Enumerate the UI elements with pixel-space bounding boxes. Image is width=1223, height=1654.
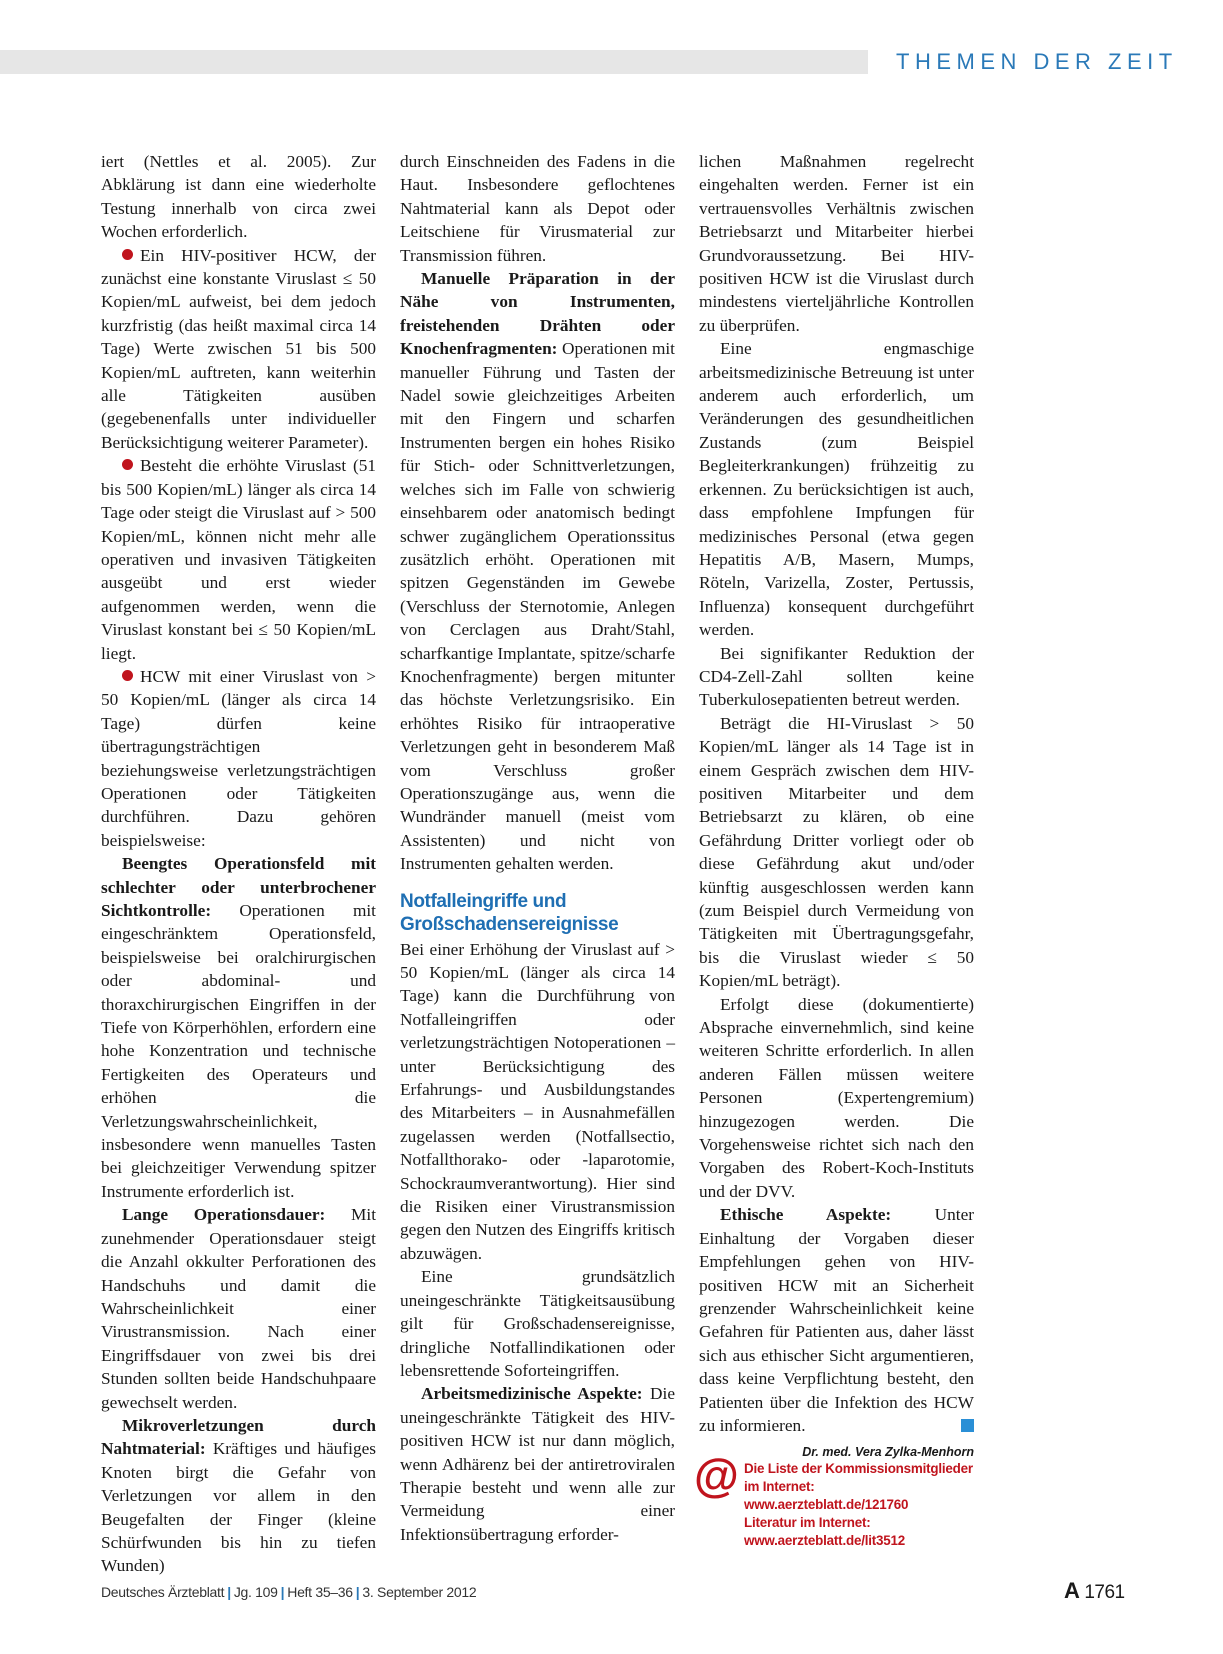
paragraph: Eine engmaschige arbeitsmedizinische Betreuung ist unter anderem auch erforderlich, um Veränderungen des gesundheitlichen Zustands (zum Beispiel Begleiterkrankungen) frühzeitig zu erkennen. Zu berücksichtigen ist auch, dass empfohlene Impfungen für medizinisches Personal (etwa gegen Hepatitis A/B, Masern, Mumps, Röteln, Varizella, Zoster, Pertussis, Influenza) konsequent durchgeführt werden. [699, 339, 974, 640]
infobox-text [744, 1460, 994, 1550]
footer-citation [101, 1584, 476, 1600]
paragraph: durch Einschneiden des Fadens in die Haut. Insbesondere geflochtenes Nahtmaterial kann als Depot oder Leitschiene für Virusmaterial zur Transmission führen. [400, 152, 675, 265]
text-column-2 [400, 150, 675, 1546]
paragraph: Bei signifikanter Reduktion der CD4-Zell-Zahl sollten keine Tuberkulosepatienten betreut werden. [699, 643, 974, 710]
separator: | [227, 1584, 231, 1600]
bullet-dot-icon [122, 459, 133, 470]
infobox-link[interactable]: www.aerzteblatt.de/121760 [744, 1497, 909, 1512]
paragraph: Eine grundsätzlich uneingeschränkte Tätigkeitsausübung gilt für Großschadensereignisse, dringliche Notfallindikationen oder lebensrettende Soforteingriffen. [400, 1267, 675, 1380]
author-byline: Dr. med. Vera Zylka-Menhorn [802, 1445, 974, 1460]
run-in-heading: Lange Operationsdauer: [122, 1205, 326, 1225]
paragraph: Bei einer Erhöhung der Viruslast auf > 50 Kopien/mL (länger als circa 14 Tage) kann die Durchführung von Notfalleingriffen oder verletzungsträchtigen Notoperationen – unter Berücksichtigung des Erfahrungs- und Ausbildungstandes des Mitarbeiters – in Ausnahmefällen zugelassen werden (Notfallsectio, Notfallthorako- oder -laparotomie, Schockraumverantwortung). Hier sind die Risiken einer Virustransmission gegen den Nutzen des Eingriffs kritisch abzuwägen. [400, 939, 675, 1263]
text-column-3 [699, 150, 974, 1465]
infobox-line: Die Liste der Kommissionsmitglieder [744, 1461, 973, 1476]
run-in-heading: Ethische Aspekte: [720, 1205, 892, 1225]
paragraph: iert (Nettles et al. 2005). Zur Abklärung ist dann eine wiederholte Testung innerhalb von circa zwei Wochen erforderlich. [101, 152, 376, 242]
paragraph: Arbeitsmedizinische Aspekte: Die uneingeschränkte Tätigkeit des HIV-positiven HCW ist nur dann möglich, wenn Adhärenz bei der antiretroviralen Therapie besteht und wenn alle zur Vermeidung einer Infektionsübertragung erforder- [400, 1384, 675, 1544]
paragraph: Mikroverletzungen durch Nahtmaterial: Kräftiges und häufiges Knoten birgt die Gefahr von Verletzungen vor allem in den Beugefalten der Finger (kleine Schürfwunden bis hin zu tiefen Wunden) [101, 1415, 376, 1576]
article-end-square-icon [961, 1419, 974, 1432]
paragraph: Manuelle Präparation in der Nähe von Instrumenten, freistehenden Drähten oder Knochenfragmenten: Operationen mit manueller Führung und Tasten der Nadel sowie gleichzeitiges Arbeiten mit den Fingern und scharfen Instrumenten bergen ein hohes Risiko für Stich- oder Schnittverletzungen, welches sich im Falle von schwierig einsehbarem oder anatomisch bedingt schwer zugänglichem Operationssitus zusätzlich erhöht. Operationen mit spitzen Gegenständen im Gewebe (Verschluss der Sternotomie, Anlegen von Cerclagen aus Draht/Stahl, scharfkantige Implantate, spitze/scharfe Knochenfragmente) bergen mitunter das höchste Verletzungsrisiko. Ein erhöhtes Risiko für intraoperative Verletzungen geht in besonderem Maß vom Verschluss großer Operationszugänge aus, wenn die Wundränder manuell (meist vom Assistenten) und nicht von Instrumenten gehalten werden. [400, 269, 675, 874]
bullet-dot-icon [122, 249, 133, 260]
page-prefix: A [1064, 1578, 1080, 1603]
run-in-heading: Mikroverletzungen durch Nahtmaterial: [101, 1415, 376, 1459]
separator: | [355, 1584, 360, 1600]
bullet-paragraph: Besteht die erhöhte Viruslast (51 bis 500 Kopien/mL) länger als circa 14 Tage oder steigt die Viruslast auf > 500 Kopien/mL, können nicht mehr alle operativen und invasiven Tätigkeiten ausgeübt und erst wieder aufgenommen werden, wenn die Viruslast konstant bei ≤ 50 Kopien/mL liegt. [101, 456, 376, 663]
issue: Heft 35–36 [287, 1584, 353, 1600]
paragraph: lichen Maßnahmen regelrecht eingehalten werden. Ferner ist ein vertrauensvolles Verhältnis zwischen Betriebsarzt und Mitarbeiter hierbei Grundvoraussetzung. Bei HIV-positiven HCW ist die Viruslast durch mindestens vierteljährliche Kontrollen zu überprüfen. [699, 152, 974, 335]
bullet-paragraph: HCW mit einer Viruslast von > 50 Kopien/mL (länger als circa 14 Tage) dürfen keine übertragungsträchtigen beziehungsweise verletzungsträchtigen Operationen oder Tätigkeiten durchführen. Dazu gehören beispielsweise: [101, 666, 376, 850]
run-in-heading: Manuelle Präparation in der Nähe von Instrumenten, freistehenden Drähten oder Knochenfragmenten: [400, 269, 675, 359]
at-sign-icon: @ [694, 1449, 739, 1501]
paragraph: Beträgt die HI-Viruslast > 50 Kopien/mL länger als 14 Tage ist in einem Gespräch zwischen dem HIV-positiven Mitarbeiter und dem Betriebsarzt zu klären, ob eine Gefährdung Dritter vorliegt oder ob diese Gefährdung akut und/oder künftig ausgeschlossen werden kann (zum Beispiel durch Vermeidung von Tätigkeiten mit Übertragungsgefahr, bis die Viruslast wieder ≤ 50 Kopien/mL beträgt). [699, 713, 974, 991]
infobox-line: Literatur im Internet: [744, 1515, 871, 1530]
paragraph: Ethische Aspekte: Unter Einhaltung der Vorgaben dieser Empfehlungen gehen von HIV-positiven HCW mit an Sicherheit grenzender Wahrscheinlichkeit keine Gefahren für Patienten aus, daher lässt sich aus ethischer Sicht argumentieren, dass keine Verpflichtung besteht, den Patienten über die Infektion des HCW zu informieren. [699, 1205, 974, 1435]
journal-name: Deutsches Ärzteblatt [101, 1584, 225, 1600]
page-number [1064, 1578, 1125, 1604]
page-number-value: 1761 [1084, 1582, 1125, 1603]
bullet-dot-icon [122, 670, 133, 681]
section-subheading: Notfalleingriffe und Großschadensereignisse [400, 890, 619, 935]
infobox-link[interactable]: www.aerzteblatt.de/lit3512 [744, 1533, 905, 1548]
paragraph: Lange Operationsdauer: Mit zunehmender Operationsdauer steigt die Anzahl okkulter Perforationen des Handschuhs und damit die Wahrscheinlichkeit einer Virustransmission. Nach einer Eingriffsdauer von zwei bis drei Stunden sollten beide Handschuhpaare gewechselt werden. [101, 1205, 376, 1412]
text-column-1 [101, 150, 376, 1578]
section-title: THEMEN DER ZEIT [896, 49, 1178, 74]
paragraph: Beengtes Operationsfeld mit schlechter oder unterbrochener Sichtkontrolle: Operationen mit eingeschränktem Operationsfeld, beispielsweise bei oralchirurgischen oder abdominal- und thoraxchirurgischen Eingriffen in der Tiefe von Körperhöhlen, erfordern eine hohe Konzentration und technische Fertigkeiten des Operateurs und erhöhen die Verletzungswahrscheinlichkeit, insbesondere wenn manuelles Tasten bei gleichzeitiger Verwendung spitzer Instrumente erforderlich ist. [101, 854, 376, 1201]
volume: Jg. 109 [233, 1584, 278, 1600]
separator: | [280, 1584, 285, 1600]
issue-date: 3. September 2012 [362, 1584, 477, 1600]
run-in-heading: Arbeitsmedizinische Aspekte: [421, 1384, 643, 1404]
infobox-line: im Internet: [744, 1479, 815, 1494]
bullet-paragraph: Ein HIV-positiver HCW, der zunächst eine konstante Viruslast ≤ 50 Kopien/mL aufweist, bei dem jedoch kurzfristig (das heißt maximal circa 14 Tage) Werte zwischen 51 bis 500 Kopien/mL auftreten, kann weiterhin alle Tätigkeiten ausüben (gegebenenfalls unter individueller Berücksichtigung weiterer Parameter). [101, 245, 376, 452]
run-in-heading: Beengtes Operationsfeld mit schlechter oder unterbrochener Sichtkontrolle: [101, 854, 376, 920]
paragraph: Erfolgt diese (dokumentierte) Absprache einvernehmlich, sind keine weiteren Schritte erforderlich. In allen anderen Fällen müssen weitere Personen (Expertengremium) hinzugezogen werden. Die Vorgehensweise richtet sich nach den Vorgaben des Robert-Koch-Instituts und der DVV. [699, 994, 974, 1201]
